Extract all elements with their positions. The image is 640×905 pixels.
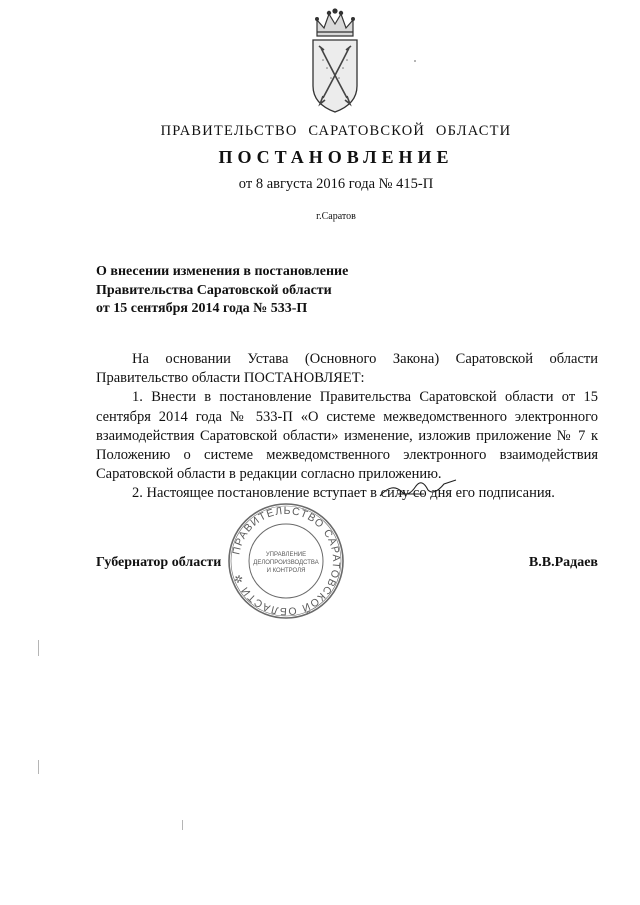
document-city: г.Саратов: [316, 211, 356, 222]
svg-text:УПРАВЛЕНИЕ: УПРАВЛЕНИЕ: [265, 552, 307, 558]
subject-line: от 15 сентября 2014 года № 533-П: [96, 301, 308, 316]
signatory-name: В.В.Радаев: [528, 555, 598, 570]
clause-1-paragraph: 1. Внести в постановление Правительства Саратовской области от 15 сентября 2014 года № 533-П «О системе межведомственного электронного взаимодействия Саратовской области» изменение, изложив приложение № 7 к Положению о системе межведомственного электронного взаимодействия Саратовской области в редакции согласно приложению.: [96, 389, 598, 483]
issuing-authority: ПРАВИТЕЛЬСТВО САРАТОВСКОЙ ОБЛАСТИ: [160, 123, 512, 139]
svg-text:ДЕЛОПРОИЗВОДСТВА: ДЕЛОПРОИЗВОДСТВА: [253, 560, 319, 566]
document-type-title: ПОСТАНОВЛЕНИЕ: [218, 147, 454, 167]
official-round-seal-icon: [226, 501, 346, 621]
document-subject: [96, 263, 348, 319]
scan-margin-mark: [182, 820, 183, 830]
svg-text:ПРАВИТЕЛЬСТВО САРАТОВСКОЙ ОБЛА: ПРАВИТЕЛЬСТВО САРАТОВСКОЙ ОБЛАСТИ ✲: [230, 504, 343, 618]
signatory-position: Губернатор области: [96, 555, 222, 570]
preamble-paragraph: На основании Устава (Основного Закона) Саратовской области Правительство области ПОСТАНОВЛЯЕТ:: [96, 351, 598, 387]
scan-margin-mark: [38, 760, 39, 774]
subject-line: О внесении изменения в постановление: [96, 264, 349, 279]
document-date-number: от 8 августа 2016 года № 415-П: [238, 176, 434, 192]
saratov-coat-of-arms-icon: [307, 8, 363, 116]
clause-2-paragraph: 2. Настоящее постановление вступает в силу со дня его подписания.: [132, 485, 555, 502]
subject-line: Правительства Саратовской области: [96, 282, 332, 298]
document-body: [96, 350, 598, 504]
scan-margin-mark: [414, 60, 416, 62]
signature-scribble-icon: [378, 474, 458, 500]
scan-margin-mark: [38, 640, 39, 656]
svg-text:И КОНТРОЛЯ: И КОНТРОЛЯ: [266, 568, 306, 574]
